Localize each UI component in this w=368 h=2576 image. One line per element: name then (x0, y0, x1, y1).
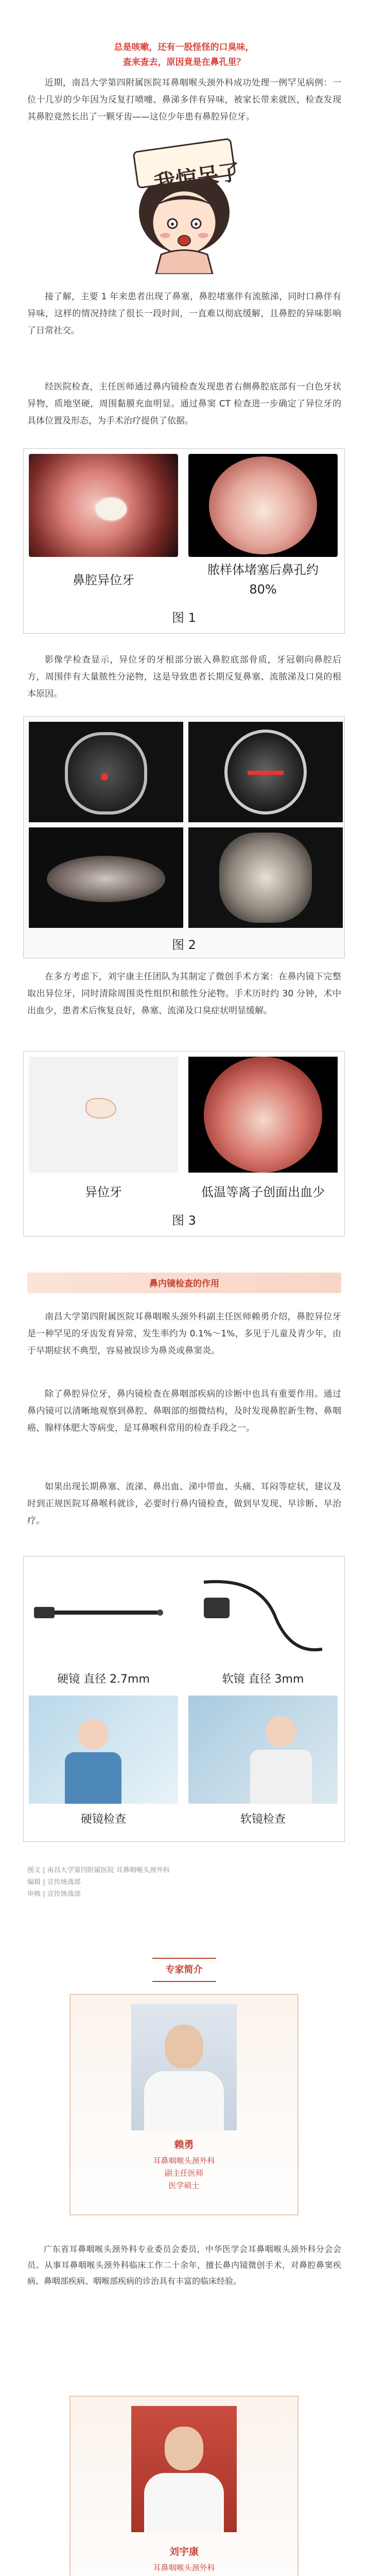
figure-4 (23, 1556, 345, 1842)
figure-1-right-photo (188, 454, 338, 557)
paragraph-6: 南昌大学第四附属医院耳鼻咽喉头颈外科副主任医师赖勇介绍，鼻腔异位牙是一种罕见的牙齿发育异常，发生率约为 0.1%～1%，多见于儿童及青少年，由于早期症状不典型，容易被误诊为鼻炎或鼻窦炎。 (27, 1312, 341, 1357)
figure-1-left-label: 鼻腔异位牙 (73, 573, 134, 587)
expert-section-header (0, 1958, 368, 1982)
figure-1-right-value: 80% (249, 582, 277, 597)
intro-line-2: 查来查去，原因竟是在鼻孔里？ (122, 57, 246, 67)
paragraph-4: 影像学检查显示，异位牙的牙根部分嵌入鼻腔底部骨质，牙冠朝向鼻腔后方，周围伴有大量脓性分泌物，这是导致患者长期反复鼻塞、流脓涕及口臭的根本原因。 (27, 655, 341, 700)
figure-3-left-label: 异位牙 (85, 1185, 122, 1199)
expert-1-title-2: 副主任医师 (164, 2168, 203, 2178)
expert-1-bio: 广东省耳鼻咽喉头颈外科专业委员会委员，中华医学会耳鼻咽喉头颈外科分会会员。从事耳鼻咽喉头颈外科临床工作二十余年，擅长鼻内镜微创手术，对鼻腔鼻窦疾病、鼻咽部疾病、咽喉部疾病的诊治具有丰富的临床经验。 (27, 2244, 341, 2286)
extracted-tooth-icon (85, 1098, 116, 1118)
expert-2-card (69, 2396, 299, 2576)
rigid-exam-photo (29, 1696, 178, 1804)
expert-1-name: 赖勇 (174, 2139, 194, 2150)
expert-2-name: 刘宇康 (169, 2546, 199, 2557)
expert-section-title: 专家简介 (152, 1958, 216, 1982)
figure-1-caption: 图 1 (172, 611, 196, 625)
paragraph-7: 除了鼻腔异位牙，鼻内镜检查在鼻咽部疾病的诊断中也具有重要作用。通过鼻内镜可以清晰地观察到鼻腔、鼻咽部的细微结构，及时发现鼻腔新生物、鼻咽癌、腺样体肥大等病变，是耳鼻喉科常用的检查手段之一。 (27, 1389, 341, 1434)
ct-scan-3d-left (29, 827, 183, 928)
expert-1-photo (131, 2004, 237, 2130)
expert-1-card (69, 1994, 299, 2215)
flexible-exam-label: 软镜检查 (240, 1813, 286, 1826)
ct-scan-axial (188, 722, 343, 822)
cartoon-sign-text: 我惊呆了 (152, 159, 242, 196)
ct-scan-coronal (29, 722, 183, 822)
expert-2-title-2 (131, 2574, 237, 2576)
paragraph-1: 近期，南昌大学第四附属医院耳鼻咽喉头颈外科成功处理一例罕见病例：一位十几岁的少年因为反复打喷嚏、鼻涕多伴有异味，被家长带来就医，检查发现其鼻腔竟然长出了一颗牙齿——这位少年患有鼻腔异位牙。 (27, 78, 341, 123)
section-header (27, 1273, 341, 1293)
flexible-scope-label: 软镜 直径 3mm (222, 1673, 304, 1686)
flexible-exam-photo (188, 1696, 338, 1804)
credit-line-3: 审核 | 宣传统战部 (27, 1890, 81, 1898)
credits-block (27, 1865, 346, 1900)
figure-2 (23, 716, 345, 958)
intro-block (64, 40, 304, 70)
rigid-scope-label: 硬镜 直径 2.7mm (57, 1673, 150, 1686)
paragraph-5: 在多方考虑下，刘宇康主任团队为其制定了微创手术方案：在鼻内镜下完整取出异位牙，同时清除周围炎性组织和脓性分泌物。手术历时约 30 分钟，术中出血少，患者术后恢复良好，鼻塞、流涕及口臭症状明显缓解。 (27, 972, 341, 1016)
credit-line-1: 图文 | 南昌大学第四附属医院 耳鼻咽喉头颈外科 (27, 1867, 170, 1874)
paragraph-8: 如果出现长期鼻塞、流涕、鼻出血、涕中带血、头痛、耳闷等症状，建议及时到正规医院耳鼻喉科就诊，必要时行鼻内镜检查，做到早发现、早诊断、早治疗。 (27, 1482, 341, 1527)
ct-arrow-icon (248, 771, 284, 775)
expert-1-title-1: 耳鼻咽喉头颈外科 (153, 2156, 215, 2166)
ectopic-tooth-icon (96, 498, 127, 520)
section-header-title: 鼻内镜检查的作用 (149, 1279, 219, 1289)
figure-2-caption: 图 2 (172, 938, 196, 952)
rigid-endoscope-icon (29, 1562, 178, 1665)
expert-2-title-1: 耳鼻咽喉头颈外科 (153, 2563, 215, 2573)
expert-1-title-3: 医学硕士 (168, 2181, 200, 2191)
figure-3-left-photo (29, 1057, 178, 1173)
figure-1-left-photo (29, 454, 178, 557)
paragraph-3: 经医院检查，主任医师通过鼻内镜检查发现患者右侧鼻腔底部有一白色牙状异物，质地坚硬，周围黏膜充血明显。通过鼻窦 CT 检查进一步确定了异位牙的具体位置及形态，为手术治疗提供了依据。 (27, 382, 341, 427)
figure-3 (23, 1051, 345, 1236)
credit-line-2: 编辑 | 宣传统战部 (27, 1878, 81, 1886)
ct-marker-icon (101, 773, 108, 781)
figure-1 (23, 448, 345, 634)
intro-line-1: 总是咳嗽，还有一股怪怪的口臭味， (114, 42, 254, 53)
figure-3-caption: 图 3 (172, 1213, 196, 1228)
figure-3-right-photo (188, 1057, 338, 1173)
expert-2-photo (131, 2406, 237, 2532)
figure-3-right-label: 低温等离子创面出血少 (201, 1185, 325, 1199)
cartoon-illustration (125, 135, 243, 274)
rigid-exam-label: 硬镜检查 (80, 1813, 126, 1826)
ct-scan-3d-right (188, 827, 343, 928)
expert-1-nameplate (131, 2136, 237, 2192)
figure-1-right-label: 脓样体堵塞后鼻孔约 (207, 563, 319, 577)
paragraph-2: 接了解，主要 1 年来患者出现了鼻塞，鼻腔堵塞伴有流脓涕，同时口鼻伴有异味，这样的情况持续了很长一段时间，一直难以彻底缓解，且鼻腔的异味影响了日常社交。 (27, 292, 341, 336)
flexible-endoscope-icon (188, 1562, 338, 1665)
rigid-scope-photo (29, 1562, 178, 1665)
flexible-scope-photo (188, 1562, 338, 1665)
expert-2-nameplate (131, 2543, 237, 2576)
